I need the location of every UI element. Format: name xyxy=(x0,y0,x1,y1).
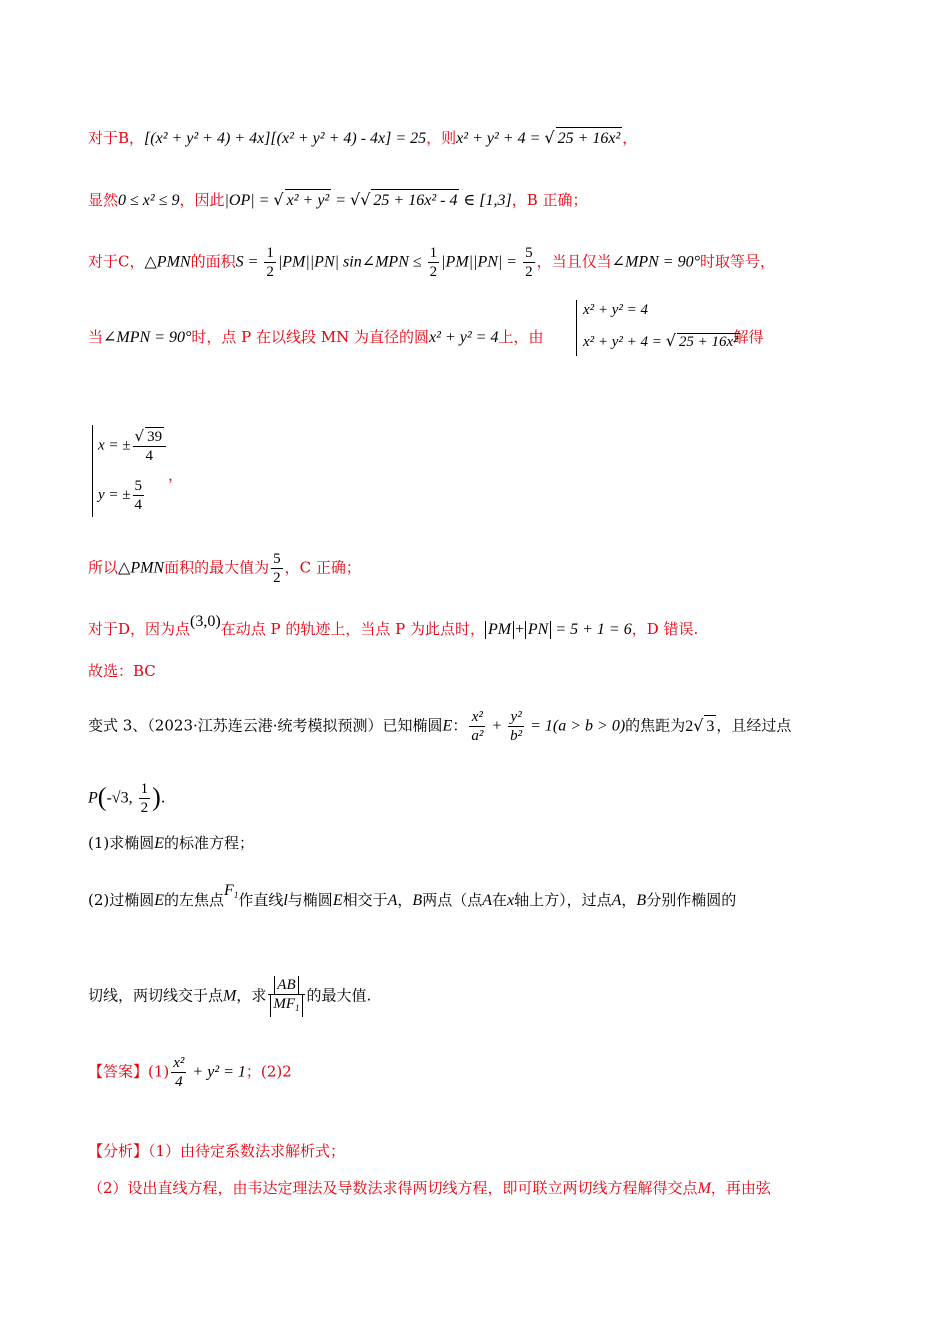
choice-line: 故选：BC xyxy=(88,662,156,680)
point-m: M xyxy=(223,987,237,1005)
middle-2: |PM||PN| = xyxy=(441,253,522,271)
point: (3,0) xyxy=(190,613,221,630)
half-fraction: $\frac{1}{2}$ xyxy=(266,245,274,280)
formula-2: x² + y² + 4 = xyxy=(456,130,545,147)
sqrt-sign: √ xyxy=(273,190,284,209)
circle-equation: x² + y² = 4 xyxy=(429,329,499,346)
angle: ∠MPN = 90° xyxy=(611,253,700,271)
point-p-line xyxy=(88,780,166,817)
distance-formula: PM + PN = 5 + 1 = 6 xyxy=(485,621,632,638)
line-option-b-range xyxy=(88,189,588,212)
solution-y: y = ± $\frac{5}{4}$ xyxy=(98,478,143,513)
point-a-3: A xyxy=(611,892,622,909)
line-max-area xyxy=(88,550,361,587)
p-half: $\frac{1}{2}$ xyxy=(140,781,149,816)
p-inner: -√3, xyxy=(106,789,137,807)
angle: ∠MPN = 90° xyxy=(103,329,192,346)
lead: 显然 xyxy=(88,191,119,209)
label: 对于C， xyxy=(88,252,145,271)
line-option-d xyxy=(88,611,698,641)
line-option-b xyxy=(88,127,637,150)
point-a-2: A xyxy=(482,892,492,909)
sqrt-sign: √ xyxy=(665,331,676,350)
answer-rest: + y² = 1 xyxy=(188,1063,246,1081)
line-l: l xyxy=(283,892,288,909)
question-1 xyxy=(88,832,254,855)
tail: ，B 正确； xyxy=(511,191,588,209)
system-eq-1: x² + y² = 4 xyxy=(583,302,649,318)
t8: 分别作椭圆的 xyxy=(646,891,737,909)
ellipse-e: E xyxy=(442,717,453,735)
ellipse-e: E xyxy=(154,835,165,852)
tail: . xyxy=(160,788,166,807)
sqrt-2: 25 + 16x² - 4 xyxy=(371,189,459,212)
tail: 的标准方程； xyxy=(164,834,255,852)
text-1: 时，点 P 在以线段 MN 为直径的圆 xyxy=(191,328,430,346)
plus: + xyxy=(487,717,507,735)
tail: 的最大值. xyxy=(306,986,372,1005)
connector: ，因此 xyxy=(179,191,225,209)
text-2: 上，由 xyxy=(498,328,544,346)
connector: ，则 xyxy=(426,129,457,147)
text-2: 的焦距为 xyxy=(625,716,686,735)
analysis-text: （1）由待定系数法求解析式； xyxy=(148,1142,346,1160)
middle: |PM||PN| sin∠MPN ≤ xyxy=(277,253,426,271)
text-3: 时取等号， xyxy=(699,252,775,271)
answer-line xyxy=(88,1054,292,1091)
text: 在动点 P 的轨迹上，当点 P 为此点时， xyxy=(220,620,485,638)
x-axis: x xyxy=(507,892,515,909)
variant-3-title xyxy=(88,708,791,745)
lead: 变式 3、（2023·江苏连云港·统考模拟预测）已知椭圆 xyxy=(88,716,443,735)
max-fraction: $\frac{5}{2}$ xyxy=(273,551,281,586)
point-b-2: B xyxy=(636,892,647,909)
s-formula: S = xyxy=(235,253,263,271)
label: 对于B， xyxy=(88,129,145,147)
sqrt-sign: √ xyxy=(544,128,555,147)
formula: [(x² + y² + 4) + 4x][(x² + y² + 4) - 4x] = 25 xyxy=(144,130,427,147)
formula: 0 ≤ x² ≤ 9 xyxy=(118,192,180,209)
text-3: ，且经过点 xyxy=(716,716,792,735)
fraction-x: $\frac{\text{x²}}{\text{a²}}$ xyxy=(471,709,484,744)
focus-f1: $F_1$ xyxy=(224,882,239,900)
part-1: (1) xyxy=(148,1062,170,1081)
sqrt-sign-2: √ xyxy=(350,190,361,209)
line-option-c xyxy=(88,244,775,281)
text: (1)求椭圆 xyxy=(88,834,155,852)
focal-distance: 2√ 3 xyxy=(685,718,716,735)
ellipse-e: E xyxy=(154,892,165,909)
p-label: P xyxy=(88,789,98,807)
t4: 相交于 xyxy=(342,891,388,909)
range: ∈ [1,3] xyxy=(459,192,512,209)
sqrt-content: 25 + 16x² xyxy=(556,127,623,150)
text: 切线，两切线交于点 xyxy=(88,986,224,1005)
t2: 作直线 xyxy=(238,891,284,909)
t6: 在 xyxy=(491,891,507,909)
sqrt-sign-3: √ xyxy=(360,190,371,209)
solution-brace xyxy=(92,425,93,517)
result-fraction: $\frac{5}{2}$ xyxy=(525,245,533,280)
point-a: A xyxy=(387,892,398,909)
sqrt-1: x² + y² xyxy=(285,189,332,212)
ellipse-e-2: E xyxy=(332,892,343,909)
point-m: M xyxy=(697,1180,711,1197)
ratio-fraction: $\frac{AB}{MF_1}$ xyxy=(268,976,304,1017)
text-2: ，当且仅当 xyxy=(536,252,612,271)
t1: 的左焦点 xyxy=(164,891,225,909)
analysis-tag: 【分析】 xyxy=(88,1142,149,1160)
answer-tag: 【答案】 xyxy=(88,1062,149,1081)
half-fraction-2: $\frac{1}{2}$ xyxy=(429,245,438,280)
system-brace xyxy=(576,300,577,356)
left-paren: ( xyxy=(97,782,107,812)
text-1: 的面积 xyxy=(190,252,236,271)
answer-fraction: $\frac{\text{x²}}{4}$ xyxy=(173,1055,185,1090)
eq: = xyxy=(331,192,351,209)
condition: = 1(a > b > 0) xyxy=(526,717,626,735)
t3: 与椭圆 xyxy=(287,891,333,909)
right-paren: ) xyxy=(152,782,161,812)
lead: 所以 xyxy=(88,558,119,577)
tail: ， xyxy=(622,129,638,147)
label: 对于D，因为点 xyxy=(88,620,191,638)
solution-x: x = ± $\frac{√ 39}{4}$ xyxy=(98,427,168,465)
tail: ，C 正确； xyxy=(284,558,361,577)
analysis-text-2: （2）设出直线方程，由韦达定理法及导数法求得两切线方程，即可联立两切线方程解得交点 xyxy=(88,1179,698,1197)
colon: ： xyxy=(452,716,468,735)
text-3: 解得 xyxy=(733,328,764,346)
t5: 两点（点 xyxy=(422,891,483,909)
answer-part-2: ；(2)2 xyxy=(245,1062,292,1081)
t2: ，求 xyxy=(236,986,267,1005)
text: 面积的最大值为 xyxy=(164,558,270,577)
op-formula: |OP| = xyxy=(224,192,274,209)
analysis-line-2 xyxy=(88,1177,771,1200)
solution-tail: ， xyxy=(168,466,184,484)
analysis-line xyxy=(88,1140,345,1162)
triangle: △PMN xyxy=(144,253,191,271)
tail: ，再由弦 xyxy=(710,1179,771,1197)
text: (2)过椭圆 xyxy=(88,891,155,909)
lead: 当 xyxy=(88,328,104,346)
question-2 xyxy=(88,880,736,912)
point-b: B xyxy=(412,892,423,909)
t7: 轴上方），过点 xyxy=(514,891,612,909)
question-2-continued xyxy=(88,976,371,1017)
triangle: △PMN xyxy=(118,559,165,577)
tail: ，D 错误. xyxy=(631,620,699,638)
comma: ， xyxy=(397,891,413,909)
comma-2: ， xyxy=(621,891,637,909)
system-eq-2: x² + y² + 4 = √ 25 + 16x² xyxy=(583,331,738,350)
fraction-y: $\frac{\text{y²}}{\text{b²}}$ xyxy=(510,709,523,744)
